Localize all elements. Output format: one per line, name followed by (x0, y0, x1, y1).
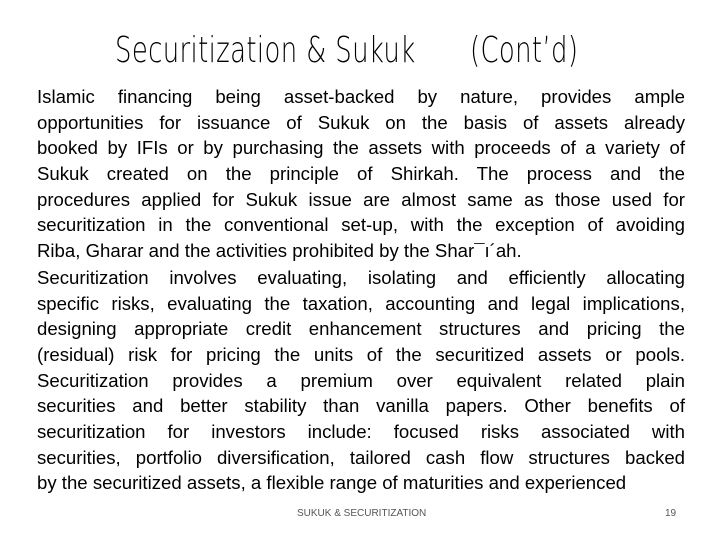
footer-label: SUKUK & SECURITIZATION (297, 508, 427, 519)
text-line: Islamic financing being asset-backed by nature, provides ample (37, 86, 685, 107)
paragraph-sukuk-issuance (37, 84, 685, 264)
text-line: opportunities for issuance of Sukuk on the basis of assets already (37, 111, 685, 133)
slide-title (0, 30, 720, 80)
text-line: Securitization provides a premium over equivalent related plain (37, 369, 685, 391)
text-line: Sukuk created on the principle of Shirkah. The process and the (37, 163, 685, 185)
text-line: procedures applied for Sukuk issue are almost same as those used for (37, 188, 685, 210)
slide-title-suffix: (Cont’d) (470, 30, 579, 71)
text-line: by the securitized assets, a flexible range of maturities and experienced (37, 472, 627, 494)
text-line: booked by IFIs or by purchasing the assets with proceeds of a variety of (37, 137, 685, 159)
page-number: 19 (665, 508, 677, 519)
slide-title-main: Securitization & Sukuk (115, 30, 416, 71)
text-line: specific risks, evaluating the taxation, accounting and legal implications, (37, 292, 685, 314)
text-line: Securitization involves evaluating, isolating and efficiently allocating (37, 266, 685, 288)
text-line: Riba, Gharar and the activities prohibited by the Shar¯ı´ah. (37, 240, 522, 262)
text-line: (residual) risk for pricing the units of the securitized assets or pools. (37, 343, 685, 365)
paragraph-securitization (37, 265, 685, 496)
slide-body (37, 84, 685, 497)
text-line: securities and better stability than vanilla papers. Other benefits of (37, 395, 685, 417)
text-line: securitization in the conventional set-up, with the exception of avoiding (37, 214, 685, 236)
text-line: designing appropriate credit enhancement structures and pricing the (37, 318, 685, 340)
text-line: securities, portfolio diversification, tailored cash flow structures backed (37, 446, 685, 468)
text-line: securitization for investors include: focused risks associated with (37, 420, 685, 442)
